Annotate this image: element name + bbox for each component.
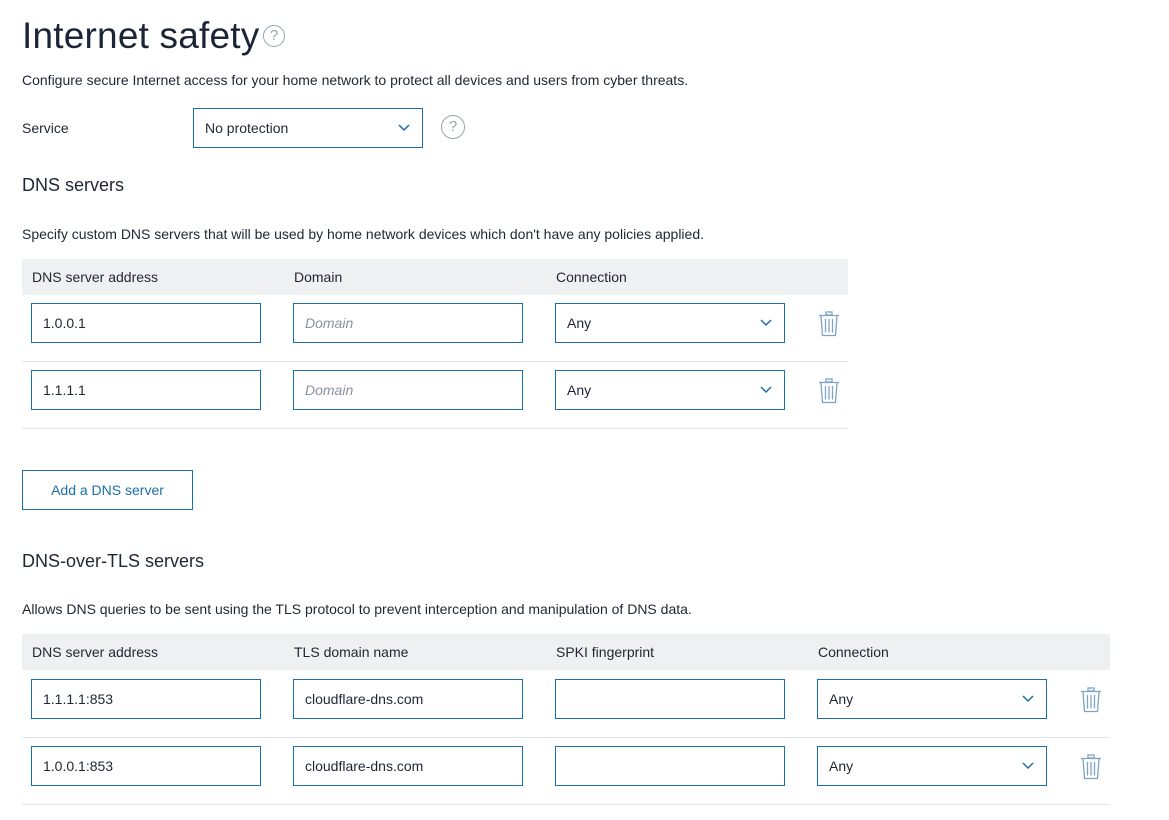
- dns-connection-select[interactable]: [555, 303, 785, 343]
- dns-servers-heading: DNS servers: [22, 175, 125, 195]
- dot-row-divider: [22, 804, 1110, 805]
- dot-row-divider: [22, 737, 1110, 738]
- dot-address-input[interactable]: 1.1.1.1:853: [31, 679, 261, 719]
- dns-col-domain: Domain: [294, 269, 343, 285]
- chevron-down-icon: [1022, 692, 1034, 704]
- dot-connection-value: Any: [829, 691, 854, 707]
- dns-servers-description: Specify custom DNS servers that will be used by home network devices which don't have any policies applied.: [22, 226, 705, 242]
- chevron-down-icon: [760, 383, 772, 395]
- dns-address-input[interactable]: 1.0.0.1: [31, 303, 261, 343]
- service-select-value: No protection: [205, 120, 289, 136]
- chevron-down-icon: [760, 316, 772, 328]
- dot-connection-select[interactable]: [817, 679, 1047, 719]
- service-select[interactable]: [193, 108, 423, 148]
- dot-tls-domain-input[interactable]: cloudflare-dns.com: [293, 679, 523, 719]
- dot-spki-input[interactable]: [555, 746, 785, 786]
- dot-col-connection: Connection: [818, 644, 889, 660]
- dns-connection-value: Any: [567, 315, 592, 331]
- dns-row-divider: [22, 428, 848, 429]
- trash-icon[interactable]: [818, 378, 840, 404]
- dns-connection-value: Any: [567, 382, 592, 398]
- dns-domain-input[interactable]: Domain: [293, 303, 523, 343]
- page-title: Internet safety: [22, 15, 260, 56]
- dot-connection-select[interactable]: [817, 746, 1047, 786]
- add-dns-server-button[interactable]: Add a DNS server: [22, 470, 193, 510]
- dns-row-divider: [22, 361, 848, 362]
- chevron-down-icon: [1022, 759, 1034, 771]
- help-icon[interactable]: ?: [263, 25, 285, 47]
- dot-col-tls-domain: TLS domain name: [294, 644, 409, 660]
- dns-domain-input[interactable]: Domain: [293, 370, 523, 410]
- dns-connection-select[interactable]: [555, 370, 785, 410]
- dot-col-spki: SPKI fingerprint: [556, 644, 655, 660]
- dns-col-address: DNS server address: [32, 269, 159, 285]
- service-label: Service: [22, 120, 69, 136]
- page-description: Configure secure Internet access for your home network to protect all devices and users from cyber threats.: [22, 72, 689, 88]
- dns-col-connection: Connection: [556, 269, 627, 285]
- trash-icon[interactable]: [1080, 754, 1102, 780]
- dot-connection-value: Any: [829, 758, 854, 774]
- dot-servers-description: Allows DNS queries to be sent using the TLS protocol to prevent interception and manipulation of DNS data.: [22, 601, 692, 617]
- dns-address-input[interactable]: 1.1.1.1: [31, 370, 261, 410]
- dot-col-address: DNS server address: [32, 644, 159, 660]
- chevron-down-icon: [398, 121, 410, 133]
- trash-icon[interactable]: [1080, 687, 1102, 713]
- dot-spki-input[interactable]: [555, 679, 785, 719]
- dot-address-input[interactable]: 1.0.0.1:853: [31, 746, 261, 786]
- dot-servers-heading: DNS-over-TLS servers: [22, 551, 205, 571]
- trash-icon[interactable]: [818, 311, 840, 337]
- dot-tls-domain-input[interactable]: cloudflare-dns.com: [293, 746, 523, 786]
- service-help-icon[interactable]: ?: [441, 115, 465, 139]
